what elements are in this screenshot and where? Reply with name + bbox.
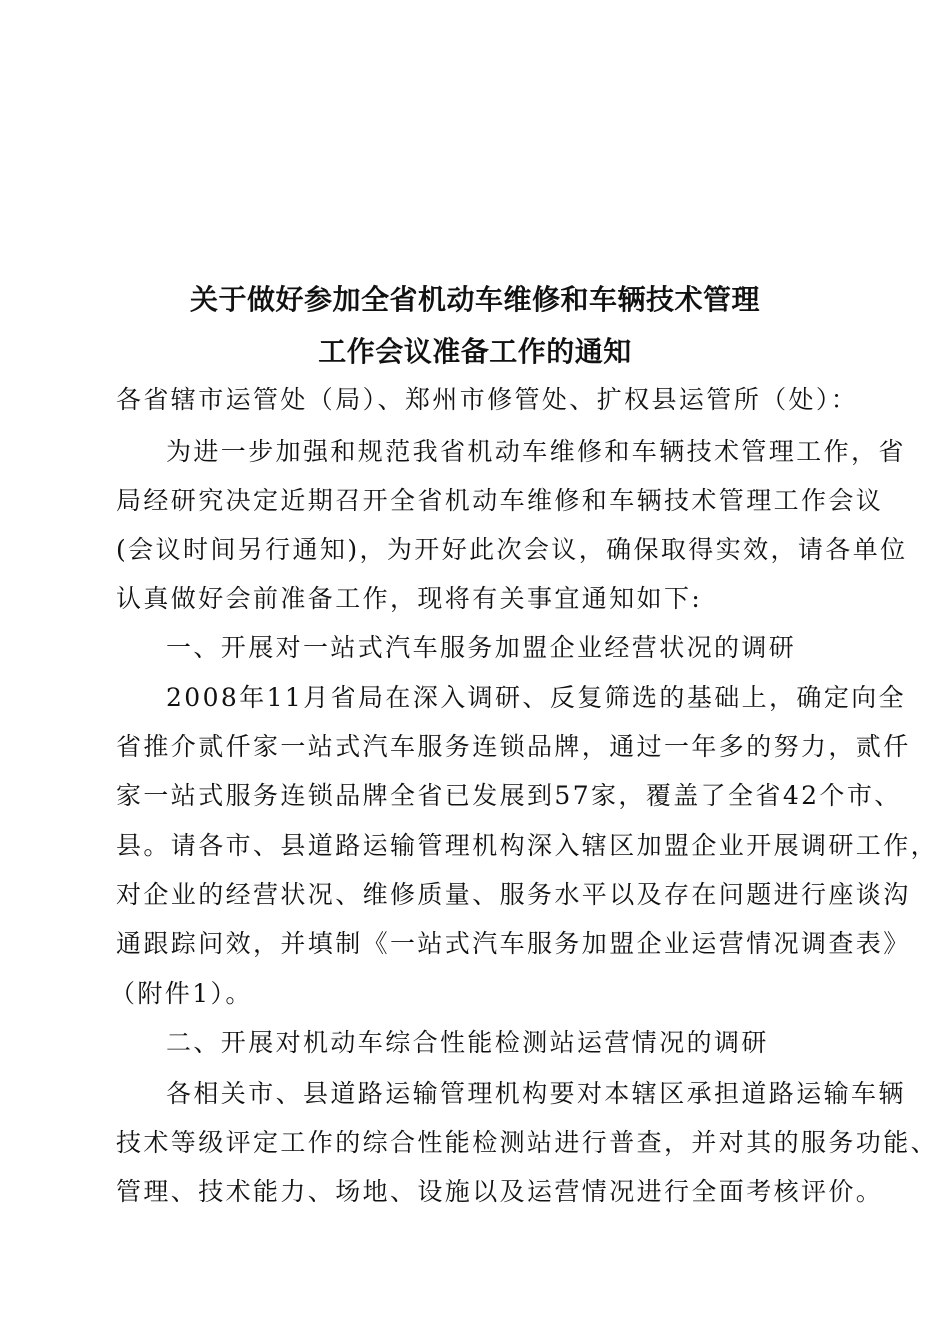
salutation: 各省辖市运管处（局）、郑州市修管处、扩权县运管所（处）： (116, 385, 859, 414)
section-2-line: 技术等级评定工作的综合性能检测站进行普查，并对其的服务功能、 (116, 1128, 939, 1157)
document-title-line-1: 关于做好参加全省机动车维修和车辆技术管理 (189, 283, 760, 316)
section-1-line: 2008年11月省局在深入调研、反复筛选的基础上，确定向全 (166, 683, 907, 712)
section-2-line: 管理、技术能力、场地、设施以及运营情况进行全面考核评价。 (116, 1177, 884, 1206)
section-2-line: 各相关市、县道路运输管理机构要对本辖区承担道路运输车辆 (166, 1079, 906, 1108)
section-1-line: 对企业的经营状况、维修质量、服务水平以及存在问题进行座谈沟 (116, 880, 911, 909)
document-title-line-2: 工作会议准备工作的通知 (318, 335, 632, 368)
intro-line: 局经研究决定近期召开全省机动车维修和车辆技术管理工作会议 (116, 486, 884, 515)
section-1-heading: 一、开展对一站式汽车服务加盟企业经营状况的调研 (166, 633, 797, 662)
section-1-line: 县。请各市、县道路运输管理机构深入辖区加盟企业开展调研工作， (116, 831, 939, 860)
section-1-line: 通跟踪问效，并填制《一站式汽车服务加盟企业运营情况调查表》 (116, 929, 911, 958)
section-1-line: 家一站式服务连锁品牌全省已发展到57家，覆盖了全省42个市、 (116, 781, 902, 810)
intro-line: 为进一步加强和规范我省机动车维修和车辆技术管理工作，省 (166, 437, 906, 466)
section-1-line: （附件1）。 (110, 979, 253, 1008)
intro-line: (会议时间另行通知)，为开好此次会议，确保取得实效，请各单位 (116, 535, 908, 564)
section-2-heading: 二、开展对机动车综合性能检测站运营情况的调研 (166, 1028, 769, 1057)
intro-line: 认真做好会前准备工作，现将有关事宜通知如下: (116, 584, 703, 613)
section-1-line: 省推介贰仟家一站式汽车服务连锁品牌，通过一年多的努力，贰仟 (116, 732, 911, 761)
